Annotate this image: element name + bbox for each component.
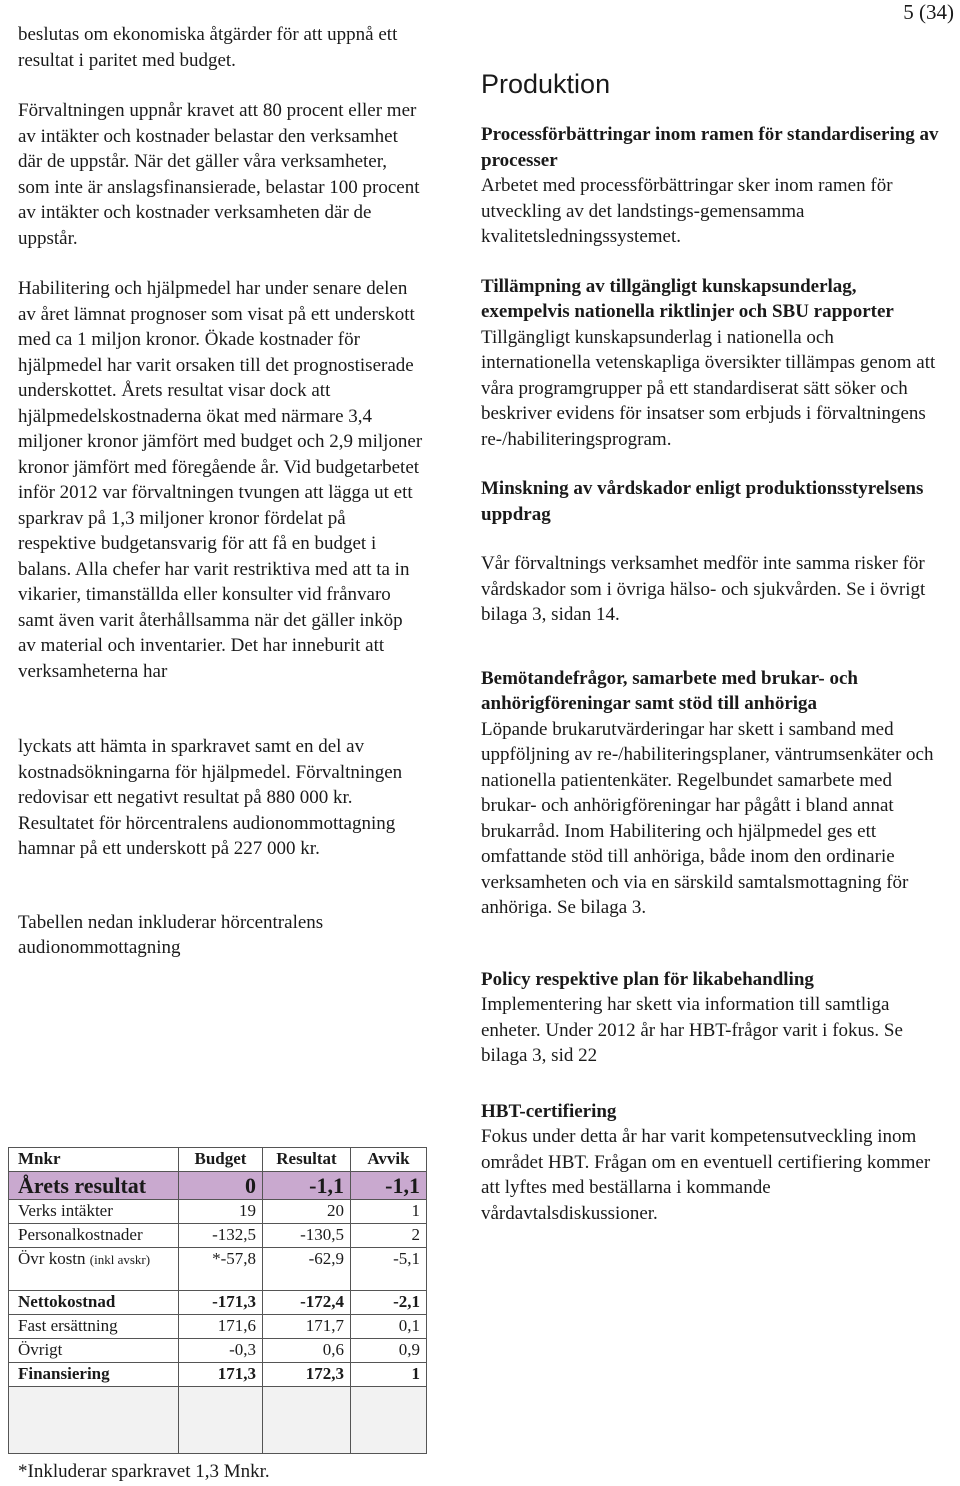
topic-paragraph: Fokus under detta år har varit kompetensutveckling inom området HBT. Frågan om en eventuell certifiering kommer att lyftes med beställarna i kommande vårdavtalsdiskussioner. bbox=[481, 1126, 931, 1224]
cell-resultat: -62,9 bbox=[263, 1248, 351, 1291]
table-row bbox=[9, 1248, 427, 1291]
row-label: Årets resultat bbox=[9, 1172, 179, 1200]
cell-budget: 171,6 bbox=[179, 1315, 263, 1339]
cell-budget: -0,3 bbox=[179, 1339, 263, 1363]
table-row bbox=[9, 1315, 427, 1339]
table-row bbox=[9, 1339, 427, 1363]
column-header-mnkr: Mnkr bbox=[9, 1148, 179, 1172]
cell-resultat: -130,5 bbox=[263, 1224, 351, 1248]
table-footnote: *Inkluderar sparkravet 1,3 Mnkr. bbox=[18, 1461, 270, 1482]
empty-cell bbox=[351, 1387, 427, 1454]
paragraph-result: lyckats att hämta in sparkravet samt en del av kostnadsökningarna för hjälpmedel. Förvaltningen redovisar ett negativt resultat på 880 000 kr. Resultatet för hörcentralens audionommottagning hamnar på ett underskott på 227 000 kr. bbox=[18, 736, 403, 859]
column-header-avvik: Avvik bbox=[351, 1148, 427, 1172]
topic-title: Processförbättringar inom ramen för standardisering av processer bbox=[481, 124, 939, 171]
row-label-main: Övr kostn bbox=[18, 1249, 86, 1268]
topic-title: Policy respektive plan för likabehandling bbox=[481, 968, 814, 990]
cell-budget: *-57,8 bbox=[179, 1248, 263, 1291]
table-empty-row bbox=[9, 1387, 427, 1454]
topic-paragraph: Implementering har skett via information till samtliga enheter. Under 2012 år har HBT-frågor varit i fokus. Se bilaga 3, sid 22 bbox=[481, 994, 903, 1066]
cell-budget: -132,5 bbox=[179, 1224, 263, 1248]
row-label: Nettokostnad bbox=[9, 1291, 179, 1315]
cell-resultat: 171,7 bbox=[263, 1315, 351, 1339]
cell-avvik: 1 bbox=[351, 1200, 427, 1224]
row-label-note: (inkl avskr) bbox=[89, 1252, 151, 1267]
topic-title: Tillämpning av tillgängligt kunskapsunderlag, exempelvis nationella riktlinjer och SBU rapporter bbox=[481, 275, 894, 322]
cell-avvik: -5,1 bbox=[351, 1248, 427, 1291]
empty-cell bbox=[9, 1387, 179, 1454]
left-column bbox=[18, 22, 423, 961]
page-number: 5 (34) bbox=[903, 0, 954, 24]
topic-paragraph: Arbetet med processförbättringar sker inom ramen för utveckling av det landstings-gemensamma kvalitetsledningssystemet. bbox=[481, 175, 893, 247]
column-header-resultat: Resultat bbox=[263, 1148, 351, 1172]
cell-resultat: -172,4 bbox=[263, 1291, 351, 1315]
right-column bbox=[481, 66, 941, 1250]
table-header-row bbox=[9, 1148, 427, 1172]
cell-budget: -171,3 bbox=[179, 1291, 263, 1315]
topic-bemotandefragor bbox=[481, 666, 941, 921]
cell-avvik: 0,9 bbox=[351, 1339, 427, 1363]
cell-avvik: -2,1 bbox=[351, 1291, 427, 1315]
cell-budget: 171,3 bbox=[179, 1363, 263, 1387]
row-label: Finansiering bbox=[9, 1363, 179, 1387]
cell-resultat: -1,1 bbox=[263, 1172, 351, 1200]
table-row bbox=[9, 1172, 427, 1200]
paragraph-budget-intro: beslutas om ekonomiska åtgärder för att uppnå ett resultat i paritet med budget. bbox=[18, 24, 398, 71]
cell-avvik: 2 bbox=[351, 1224, 427, 1248]
row-label bbox=[9, 1248, 179, 1291]
topic-hbt-certifiering bbox=[481, 1099, 941, 1227]
table-row bbox=[9, 1291, 427, 1315]
financial-table bbox=[8, 1147, 427, 1454]
paragraph-cost-allocation: Förvaltningen uppnår kravet att 80 procent eller mer av intäkter och kostnader belastar den verksamhet där de uppstår. När det gäller våra verksamheter, som inte är anslagsfinansierade, belastar 100 procent av intäkter och kostnader verksamheten där de uppstår. bbox=[18, 100, 420, 249]
cell-budget: 0 bbox=[179, 1172, 263, 1200]
topic-title: Bemötandefrågor, samarbete med brukar- och anhörigföreningar samt stöd till anhöriga bbox=[481, 667, 858, 714]
cell-resultat: 0,6 bbox=[263, 1339, 351, 1363]
row-label: Verks intäkter bbox=[9, 1200, 179, 1224]
topic-processforbattringar bbox=[481, 122, 941, 250]
topic-title: HBT-certifiering bbox=[481, 1100, 617, 1122]
column-header-budget: Budget bbox=[179, 1148, 263, 1172]
row-label: Fast ersättning bbox=[9, 1315, 179, 1339]
paragraph-table-intro: Tabellen nedan inkluderar hörcentralens audionommottagning bbox=[18, 911, 324, 958]
cell-avvik: 1 bbox=[351, 1363, 427, 1387]
table-row bbox=[9, 1224, 427, 1248]
topic-likabehandling bbox=[481, 967, 941, 1069]
topic-paragraph: Tillgängligt kunskapsunderlag i nationella och internationella vetenskapliga översikter tillämpas genom att våra programgrupper på ett standardiserat sätt söker och beskriver evidens för insatser som erbjuds i förvaltningens re-/habiliteringsprogram. bbox=[481, 326, 936, 450]
cell-avvik: 0,1 bbox=[351, 1315, 427, 1339]
topic-kunskapsunderlag bbox=[481, 274, 941, 453]
table-row bbox=[9, 1363, 427, 1387]
empty-cell bbox=[263, 1387, 351, 1454]
table-row bbox=[9, 1200, 427, 1224]
cell-resultat: 20 bbox=[263, 1200, 351, 1224]
cell-avvik: -1,1 bbox=[351, 1172, 427, 1200]
empty-cell bbox=[179, 1387, 263, 1454]
topic-vardskador bbox=[481, 476, 941, 628]
topic-paragraph: Vår förvaltnings verksamhet medför inte samma risker för vårdskador som i övriga hälso- och sjukvården. Se i övrigt bilaga 3, sidan 14. bbox=[481, 553, 926, 625]
cell-resultat: 172,3 bbox=[263, 1363, 351, 1387]
cell-budget: 19 bbox=[179, 1200, 263, 1224]
topic-paragraph: Löpande brukarutvärderingar har skett i samband med uppföljning av re-/habiliteringsplaner, väntrumsenkäter och nationella patientenkäter. Regelbundet samarbete med brukar- och anhörigföreningar har pågått i bland annat brukarråd. Inom Habilitering och hjälpmedel ges ett omfattande stöd till anhöriga, både inom den ordinarie verksamheten och via en särskild samtalsmottagning för anhöriga. Se bilaga 3. bbox=[481, 718, 934, 918]
section-heading: Produktion bbox=[481, 69, 611, 99]
topic-title: Minskning av vårdskador enligt produktionsstyrelsens uppdrag bbox=[481, 478, 924, 525]
row-label: Personalkostnader bbox=[9, 1224, 179, 1248]
paragraph-habilitering: Habilitering och hjälpmedel har under senare delen av året lämnat prognoser som visat på ett underskott med ca 1 miljon kronor. Ökade kostnader för hjälpmedel har varit orsaken till det prognostiserade underskottet. Årets resultat visar dock att hjälpmedelskostnaderna ökat med närmare 3,4 miljoner kronor jämfört med budget och 2,9 miljoner kronor jämfört med föregående år. Vid budgetarbetet inför 2012 var förvaltningen tvungen att lägga ut ett sparkrav på 1,3 miljoner kronor fördelat på respektive budgetansvarig för att få en budget i balans. Alla chefer har varit restriktiva med att ta in vikarier, timanställda eller konsulter vid frånvaro samt även varit återhållsamma när det gäller inköp av material och inventarier. Det har inneburit att verksamheterna har bbox=[18, 278, 423, 682]
row-label: Övrigt bbox=[9, 1339, 179, 1363]
